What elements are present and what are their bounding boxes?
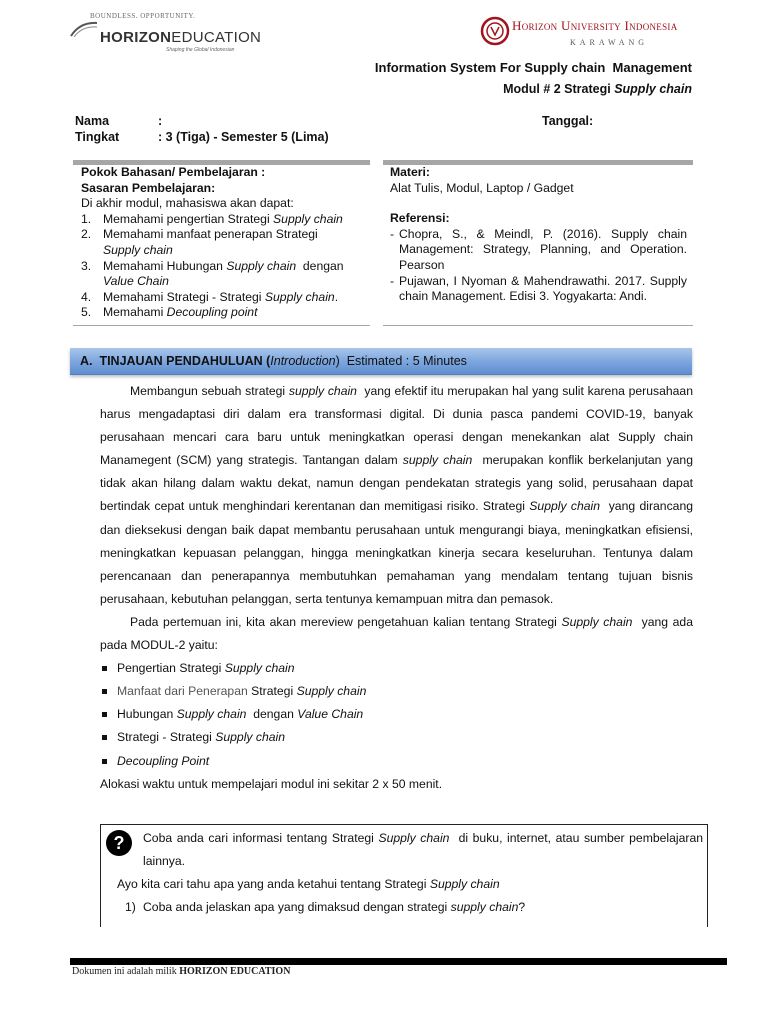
list-item (100, 703, 693, 726)
bullet-icon (100, 657, 117, 680)
list-item-text: Strategi - Strategi (117, 730, 216, 745)
objective-text: Memahami (103, 305, 167, 320)
nama-label: Nama (75, 114, 110, 128)
objective-number: 1. (81, 211, 92, 226)
intro-paragraph (100, 380, 704, 611)
list-item-italic: Supply chain (176, 707, 247, 722)
university-seal-icon (480, 14, 510, 48)
list-item-italic: Supply chain (224, 661, 295, 676)
reference-text: Chopra, S., & Meindl, P. (2016). Supply chain Management: Strategy, Planning, and Operation. Pearson (399, 226, 687, 272)
list-item-italic: Supply chain (296, 684, 367, 699)
objective-italic: Supply chain (273, 211, 343, 226)
logo-brand-bold: HORIZON (100, 29, 172, 46)
objective-item (81, 290, 366, 306)
question-text: di buku, internet, atau sumber pembelajaran lainnya. (143, 831, 707, 869)
horizon-education-logo (70, 12, 262, 53)
objective-text: Memahami manfaat penerapan Strategi (103, 227, 318, 242)
list-item-italic-2: Value Chain (297, 707, 364, 722)
question-number: 1) (125, 900, 136, 914)
footer-rule (70, 958, 727, 965)
objective-italic: Supply chain (103, 242, 173, 257)
list-item (100, 726, 693, 749)
bullet-icon (100, 750, 117, 773)
objective-text: Memahami pengertian Strategi (103, 211, 274, 226)
pokok-bahasan-label: Pokok Bahasan/ Pembelajaran : (81, 165, 266, 179)
module-title-italic: Supply chain (614, 82, 692, 96)
objective-item (81, 259, 366, 290)
objective-number: 5. (81, 305, 92, 320)
reference-dash: - (390, 226, 395, 241)
question-box (100, 824, 708, 927)
footer-ownership (72, 966, 290, 977)
logo-tagline: BOUNDLESS. OPPORTUNITY. (90, 12, 196, 20)
learning-objectives-box (81, 165, 366, 321)
university-city: KARAWANG (570, 38, 649, 47)
objective-text: Memahami Strategi - Strategi (103, 289, 265, 304)
module-title (380, 82, 692, 96)
bullet-icon (100, 726, 117, 749)
list-item-text: Pengertian Strategi (117, 661, 225, 676)
paragraph-italic: supply chain (288, 384, 357, 398)
module-title-prefix: Modul # 2 Strategi (503, 82, 615, 96)
objective-item (81, 227, 366, 258)
question-text: Coba anda cari informasi tentang Strategi (143, 831, 379, 845)
tanggal-label: Tanggal: (542, 114, 594, 128)
logo-brand (100, 29, 261, 46)
horizon-swoosh-icon (70, 20, 98, 38)
objective-number: 2. (81, 227, 92, 242)
question-text: ? (518, 900, 526, 914)
question-mark-icon: ? (106, 830, 132, 856)
list-item-text-tail: dengan (246, 707, 298, 722)
sasaran-intro: Di akhir modul, mahasiswa akan dapat: (81, 196, 294, 211)
reference-text: Pujawan, I Nyoman & Mahendrawathi. 2017. Supply chain Management. Edisi 3. Yogyakarta: Andi. (399, 273, 687, 304)
question-text: Coba anda jelaskan apa yang dimaksud dengan strategi (143, 900, 451, 914)
list-item-grey-text: Manfaat dari Penerapan (117, 684, 248, 699)
section-header-bar (70, 348, 692, 375)
footer-brand: HORIZON EDUCATION (179, 966, 291, 977)
materials-references-box (390, 165, 687, 305)
list-item-italic: Supply chain (215, 730, 286, 745)
objective-italic: Supply chain (226, 258, 297, 273)
left-box-bottom-rule (73, 325, 370, 326)
paragraph-text: yang efektif itu merupakan hal yang sulit karena perusahaan harus mengadaptasi diri dalam era transformasi digital. Di dunia pasca pandemi COVID-19, banyak perusahaan mencari cara baru untuk meningkatkan operasi dengan menekankan alat Supply chain Manamegent (SCM) yang strategis. Tantangan dalam (100, 384, 704, 468)
objective-italic-2: Value Chain (103, 274, 169, 289)
materi-value: Alat Tulis, Modul, Laptop / Gadget (390, 180, 574, 195)
document-title: Information System For Supply chain Management (374, 60, 692, 75)
objective-item (81, 212, 366, 228)
reference-item (390, 227, 687, 274)
body-text (100, 380, 704, 796)
question-prompt (143, 827, 707, 873)
tingkat-label: Tingkat (75, 130, 120, 144)
time-allocation: Alokasi waktu untuk mempelajari modul ini sekitar 2 x 50 menit. (100, 776, 443, 791)
question-1 (125, 896, 703, 919)
materi-label: Materi: (390, 165, 430, 179)
paragraph-text: yang dirancang dan dieksekusi dengan baik dapat membantu perusahaan untuk mengurangi biaya, meningkatkan efisiensi, meningkatkan kepuasan pelanggan, hingga meningkatkan kinerja secara keseluruhan. Tentunya dalam perencanaan dan penerapannya membutuhkan pemahaman yang mendalam tentang tujuan bisnis perusahaan, kebutuhan pelanggan, serta tentunya kemampuan mitra dan pemasok. (100, 499, 697, 606)
objective-text-tail: dengan (296, 258, 344, 273)
list-item-text: Hubungan (117, 707, 177, 722)
list-item (100, 750, 693, 773)
right-box-bottom-rule (383, 325, 693, 326)
objective-text-tail: . (334, 289, 339, 304)
objective-number: 3. (81, 258, 92, 273)
footer-text: Dokumen ini adalah milik (72, 966, 180, 977)
objective-italic: Decoupling point (166, 305, 258, 320)
list-item (100, 680, 693, 703)
list-item-text: Strategi (247, 684, 297, 699)
list-item-italic: Decoupling Point (117, 753, 210, 768)
review-paragraph (100, 611, 697, 657)
logo-brand-light: EDUCATION (171, 29, 262, 46)
reference-dash: - (390, 273, 395, 288)
question-text: Ayo kita cari tahu apa yang anda ketahui tentang Strategi (117, 877, 430, 891)
objective-text: Memahami Hubungan (103, 258, 227, 273)
paragraph-text: Membangun sebuah strategi (130, 384, 289, 398)
question-italic: supply chain (450, 900, 519, 914)
university-name: Horizon University Indonesia (512, 18, 678, 33)
tingkat-value: : 3 (Tiga) - Semester 5 (Lima) (158, 130, 329, 144)
paragraph-text: merupakan konflik berkelanjutan yang tidak akan hilang dalam waktu dekat, namun dengan pendekatan strategis yang solid, perusahaan dapat bertindak cepat untuk menghindari kerentanan dan memitigasi risiko. Strategi (100, 453, 697, 514)
list-item (100, 657, 693, 680)
paragraph-italic: Supply chain (561, 614, 633, 629)
paragraph-text: yang ada pada MODUL-2 yaitu: (100, 614, 697, 653)
objective-italic: Supply chain (264, 289, 335, 304)
objective-item (81, 305, 366, 321)
topic-list (100, 657, 693, 772)
referensi-label: Referensi: (390, 211, 450, 226)
question-italic: Supply chain (429, 877, 500, 891)
horizon-university-logo (480, 12, 695, 52)
bullet-icon (100, 703, 117, 726)
bullet-icon (100, 680, 117, 703)
spacer (390, 196, 687, 211)
reference-item (390, 274, 687, 305)
section-title-italic: Introduction (270, 354, 336, 368)
section-estimate: ) Estimated : 5 Minutes (335, 354, 467, 368)
question-lead (117, 873, 703, 896)
logo-sub: Shaping the Global Indonesian (166, 47, 235, 53)
objective-number: 4. (81, 289, 92, 304)
paragraph-italic: Supply chain (529, 499, 601, 514)
paragraph-text: Pada pertemuan ini, kita akan mereview pengetahuan kalian tentang Strategi (130, 614, 562, 629)
question-italic: Supply chain (378, 831, 450, 845)
sasaran-label: Sasaran Pembelajaran: (81, 180, 216, 195)
paragraph-italic: supply chain (402, 453, 473, 468)
section-title: A. TINJAUAN PENDAHULUAN ( (80, 354, 271, 368)
nama-sep: : (158, 114, 163, 128)
